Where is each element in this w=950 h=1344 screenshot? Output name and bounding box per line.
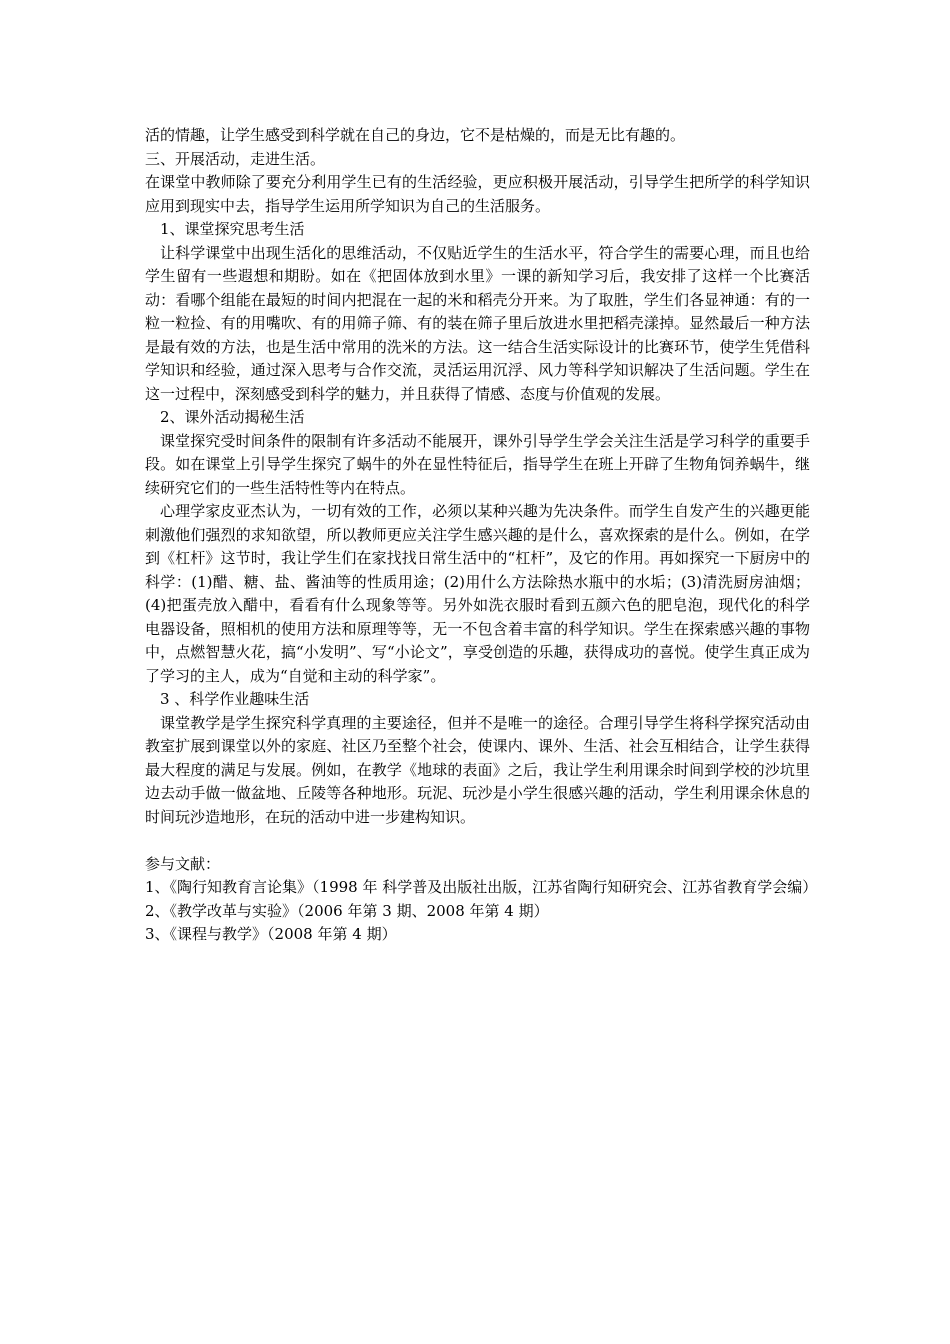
- section-heading-3: 三、开展活动，走进生活。: [145, 149, 326, 168]
- subheading-2: 2、课外活动揭秘生活: [160, 408, 305, 426]
- paragraph-homework: 课堂教学是学生探究科学真理的主要途径，但并不是唯一的途径。合理引导学生将科学探究活动由教室扩展到课堂以外的家庭、社区乃至整个社会，使课内、课外、生活、社会互相结合，让学生获得最大程度的满足与发展。例如，在教学《地球的表面》之后，我让学生利用课余时间到学校的沙坑里边去动手做一做盆地、丘陵等各种地形。玩泥、玩沙是小学生很感兴趣的活动，学生利用课余休息的时间玩沙造地形，在玩的活动中进一步建构知识。: [145, 713, 810, 826]
- paragraph-piaget: 心理学家皮亚杰认为，一切有效的工作，必须以某种兴趣为先决条件。而学生自发产生的兴趣更能刺激他们强烈的求知欲望，所以教师更应关注学生感兴趣的是什么，喜欢探索的是什么。例如，在学到《杠杆》这节时，我让学生们在家找找日常生活中的“杠杆”，及它的作用。再如探究一下厨房中的科学：(1)醋、糖、盐、酱油等的性质用途；(2)用什么方法除热水瓶中的水垢；(3)清洗厨房油烟；(4)把蛋壳放入醋中，看看有什么现象等等。另外如洗衣服时看到五颜六色的肥皂泡，现代化的科学电器设备，照相机的使用方法和原理等等，无一不包含着丰富的科学知识。学生在探索感兴趣的事物中，点燃智慧火花，搞“小发明”、写“小论文”，享受创造的乐趣，获得成功的喜悦。使学生真正成为了学习的主人，成为“自觉和主动的科学家”。: [145, 502, 810, 685]
- reference-item-2: 2、《教学改革与实验》（2006 年第 3 期、2008 年第 4 期）: [145, 901, 549, 920]
- blank-line: [145, 829, 810, 853]
- document-page: [145, 124, 818, 947]
- reference-item-1: 1、《陶行知教育言论集》（1998 年 科学普及出版社出版，江苏省陶行知研究会、江苏省教育学会编）: [145, 878, 818, 896]
- paragraph-section-intro: 在课堂中教师除了要充分利用学生已有的生活经验，更应积极开展活动，引导学生把所学的科学知识应用到现实中去，指导学生运用所学知识为自己的生活服务。: [145, 173, 810, 215]
- references-title: 参与文献：: [145, 854, 221, 873]
- subheading-1: 1、课堂探究思考生活: [160, 220, 305, 238]
- paragraph-extracurricular: 课堂探究受时间条件的限制有许多活动不能展开，课外引导学生学会关注生活是学习科学的重要手段。如在课堂上引导学生探究了蜗牛的外在显性特征后，指导学生在班上开辟了生物角饲养蜗牛，继续研究它们的一些生活特性等内在特点。: [145, 431, 810, 497]
- paragraph-classroom-inquiry: 让科学课堂中出现生活化的思维活动，不仅贴近学生的生活水平，符合学生的需要心理，而且也给学生留有一些遐想和期盼。如在《把固体放到水里》一课的新知学习后，我安排了这样一个比赛活动：看哪个组能在最短的时间内把混在一起的米和稻壳分开来。为了取胜，学生们各显神通：有的一粒一粒捡、有的用嘴吹、有的用筛子筛、有的装在筛子里后放进水里把稻壳漾掉。显然最后一种方法是最有效的方法，也是生活中常用的洗米的方法。这一结合生活实际设计的比赛环节，使学生凭借科学知识和经验，通过深入思考与合作交流，灵活运用沉浮、风力等科学知识解决了生活问题。学生在这一过程中，深刻感受到科学的魅力，并且获得了情感、态度与价值观的发展。: [145, 243, 810, 403]
- subheading-3: 3 、科学作业趣味生活: [160, 690, 310, 708]
- reference-item-3: 3、《课程与教学》（2008 年第 4 期）: [145, 925, 397, 943]
- paragraph-intro-continuation: 活的情趣，让学生感受到科学就在自己的身边，它不是枯燥的，而是无比有趣的。: [145, 126, 686, 144]
